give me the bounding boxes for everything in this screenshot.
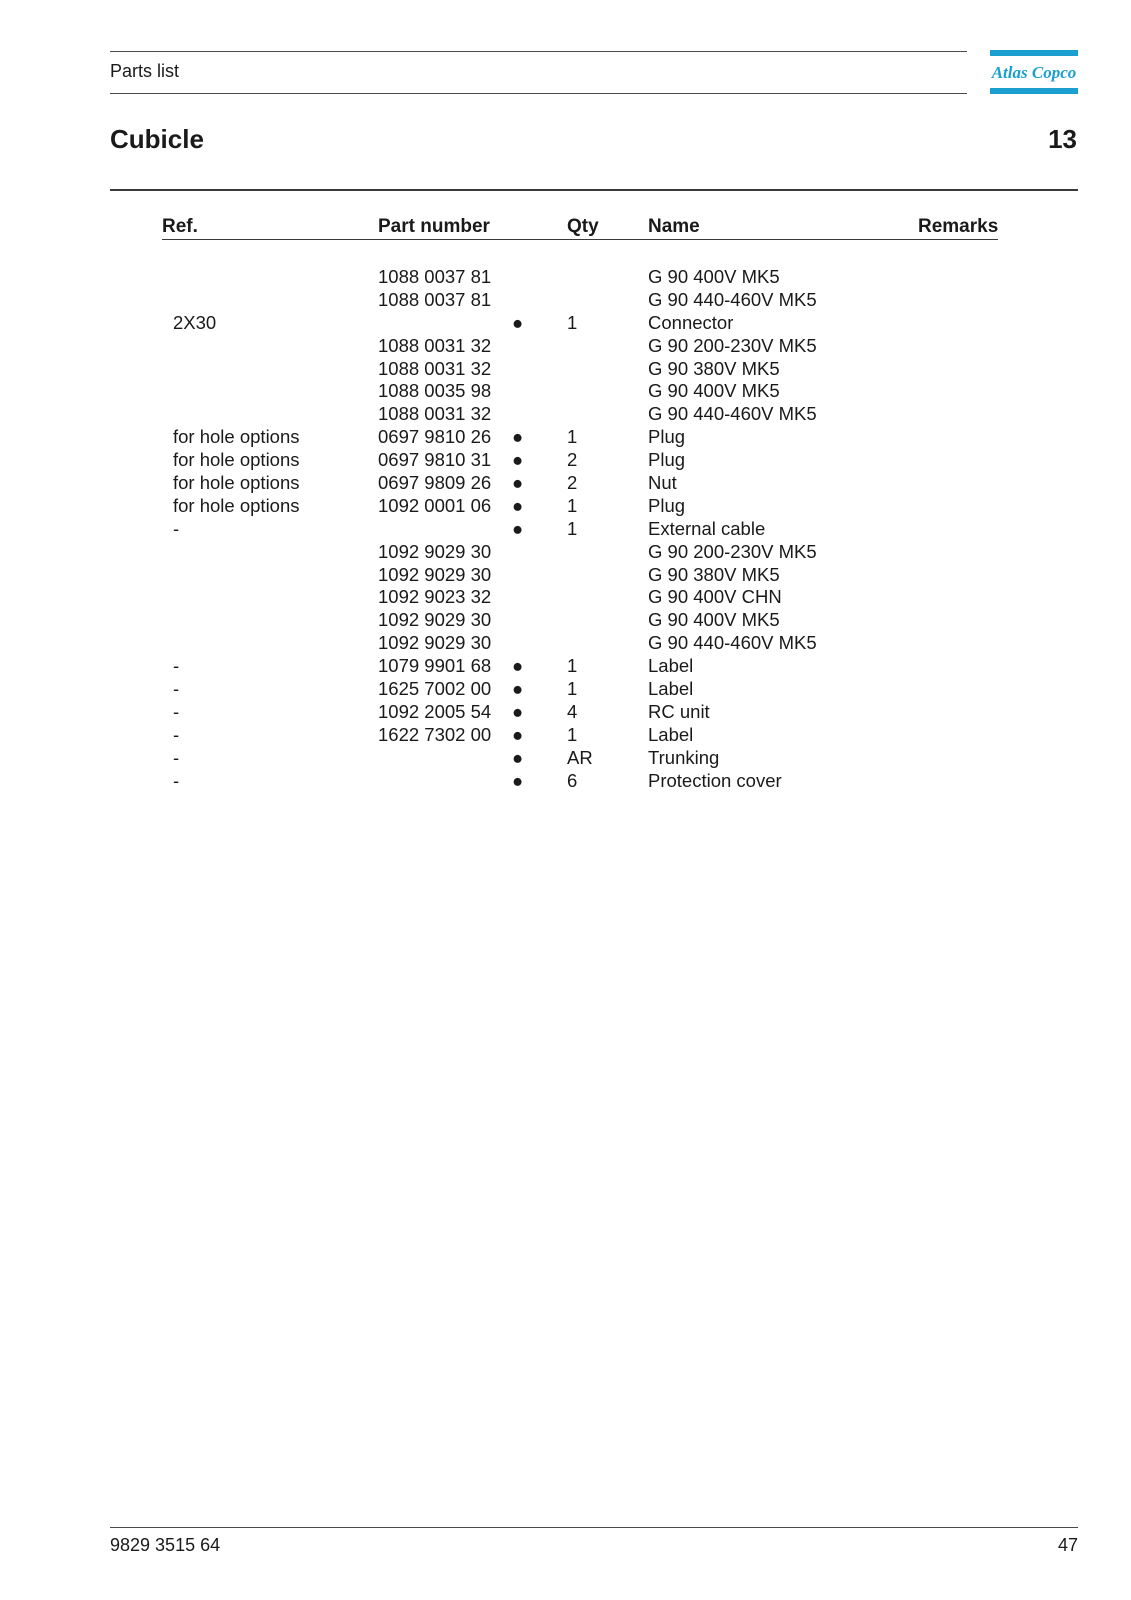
table-row (0, 564, 1131, 587)
table-row (0, 747, 1131, 770)
row-ref: for hole options (173, 449, 300, 471)
table-row (0, 289, 1131, 312)
row-qty: 4 (567, 700, 578, 722)
row-bullet: ● (512, 769, 524, 791)
table-row (0, 380, 1131, 403)
row-ref: for hole options (173, 472, 300, 494)
row-ref: - (173, 746, 180, 768)
row-name: G 90 400V MK5 (648, 380, 780, 402)
row-bullet: ● (512, 746, 524, 768)
table-row (0, 426, 1131, 449)
row-name: Protection cover (648, 769, 782, 791)
header-bottom-rule (110, 93, 967, 94)
row-part-number: 0697 9809 26 (378, 472, 492, 494)
row-part-number: 1092 9023 32 (378, 586, 492, 608)
row-name: G 90 400V MK5 (648, 266, 780, 287)
row-qty: 2 (567, 449, 578, 471)
col-header-ref: Ref. (162, 216, 198, 237)
row-part-number: 1088 0037 81 (378, 266, 492, 287)
row-qty: 2 (567, 472, 578, 494)
row-name: External cable (648, 517, 766, 539)
header-top-rule (110, 51, 967, 52)
row-name: Label (648, 655, 694, 677)
row-name: RC unit (648, 700, 710, 722)
row-ref: for hole options (173, 494, 300, 516)
row-part-number: 1092 2005 54 (378, 700, 492, 722)
row-name: Trunking (648, 746, 720, 768)
section-title: Cubicle (110, 124, 204, 154)
atlas-copco-logo (990, 50, 1078, 94)
row-part-number: 1088 0031 32 (378, 357, 492, 379)
table-row (0, 495, 1131, 518)
row-name: G 90 400V MK5 (648, 609, 780, 631)
row-bullet: ● (512, 311, 524, 333)
row-name: Plug (648, 494, 686, 516)
table-row (0, 678, 1131, 701)
col-header-qty: Qty (567, 216, 599, 237)
row-ref: - (173, 769, 180, 791)
table-row (0, 586, 1131, 609)
col-header-remarks: Remarks (918, 216, 999, 237)
table-row (0, 632, 1131, 655)
row-name: Connector (648, 311, 734, 333)
row-part-number: 1088 0031 32 (378, 403, 492, 425)
row-name: G 90 400V CHN (648, 586, 782, 608)
row-name: Plug (648, 426, 686, 448)
table-row (0, 609, 1131, 632)
row-ref: for hole options (173, 426, 300, 448)
table-header-rule (162, 239, 998, 240)
row-name: G 90 380V MK5 (648, 357, 780, 379)
row-part-number: 1088 0037 81 (378, 288, 492, 310)
col-header-name: Name (648, 216, 700, 237)
section-number: 13 (1048, 124, 1077, 154)
row-qty: 1 (567, 655, 578, 677)
table-row (0, 312, 1131, 335)
row-bullet: ● (512, 494, 524, 516)
row-bullet: ● (512, 517, 524, 539)
table-row (0, 335, 1131, 358)
row-bullet: ● (512, 700, 524, 722)
row-part-number: 1092 0001 06 (378, 494, 492, 516)
row-qty: 1 (567, 426, 578, 448)
table-row (0, 266, 1131, 289)
row-name: G 90 440-460V MK5 (648, 403, 817, 425)
row-ref: - (173, 700, 180, 722)
row-bullet: ● (512, 472, 524, 494)
table-row (0, 449, 1131, 472)
row-name: G 90 380V MK5 (648, 563, 780, 585)
table-row (0, 518, 1131, 541)
row-ref: - (173, 723, 180, 745)
table-row (0, 541, 1131, 564)
row-part-number: 1092 9029 30 (378, 563, 492, 585)
row-ref: - (173, 655, 180, 677)
row-part-number: 0697 9810 31 (378, 449, 492, 471)
row-part-number: 1092 9029 30 (378, 540, 492, 562)
row-part-number: 1625 7002 00 (378, 678, 492, 700)
table-row (0, 655, 1131, 678)
row-part-number: 1092 9029 30 (378, 632, 492, 654)
table-row (0, 724, 1131, 747)
footer-doc-number: 9829 3515 64 (110, 1535, 221, 1555)
row-name: Label (648, 678, 694, 700)
row-name: Nut (648, 472, 677, 494)
section-rule (110, 189, 1078, 191)
row-ref: - (173, 517, 180, 539)
row-qty: AR (567, 746, 593, 768)
row-name: G 90 200-230V MK5 (648, 334, 817, 356)
footer-rule (110, 1527, 1078, 1528)
row-bullet: ● (512, 426, 524, 448)
row-name: Plug (648, 449, 686, 471)
row-qty: 1 (567, 494, 578, 516)
row-part-number: 1088 0031 32 (378, 334, 492, 356)
brand-wordmark: Atlas Copco (991, 63, 1077, 82)
table-row (0, 701, 1131, 724)
row-part-number: 1079 9901 68 (378, 655, 492, 677)
row-part-number: 0697 9810 26 (378, 426, 492, 448)
table-row (0, 472, 1131, 495)
row-name: Label (648, 723, 694, 745)
row-part-number: 1092 9029 30 (378, 609, 492, 631)
table-row (0, 403, 1131, 426)
row-qty: 1 (567, 723, 578, 745)
row-qty: 6 (567, 769, 578, 791)
row-ref: - (173, 678, 180, 700)
parts-table-body (0, 266, 1131, 792)
footer-page-number: 47 (1057, 1535, 1078, 1555)
row-bullet: ● (512, 723, 524, 745)
row-bullet: ● (512, 449, 524, 471)
row-ref: 2X30 (173, 311, 217, 333)
table-row (0, 358, 1131, 381)
col-header-part-number: Part number (378, 216, 490, 237)
row-name: G 90 440-460V MK5 (648, 632, 817, 654)
row-qty: 1 (567, 517, 578, 539)
header-title: Parts list (110, 61, 180, 81)
row-part-number: 1622 7302 00 (378, 723, 492, 745)
row-name: G 90 440-460V MK5 (648, 288, 817, 310)
row-name: G 90 200-230V MK5 (648, 540, 817, 562)
row-qty: 1 (567, 311, 578, 333)
row-bullet: ● (512, 678, 524, 700)
row-bullet: ● (512, 655, 524, 677)
row-part-number: 1088 0035 98 (378, 380, 492, 402)
row-qty: 1 (567, 678, 578, 700)
table-row (0, 770, 1131, 793)
